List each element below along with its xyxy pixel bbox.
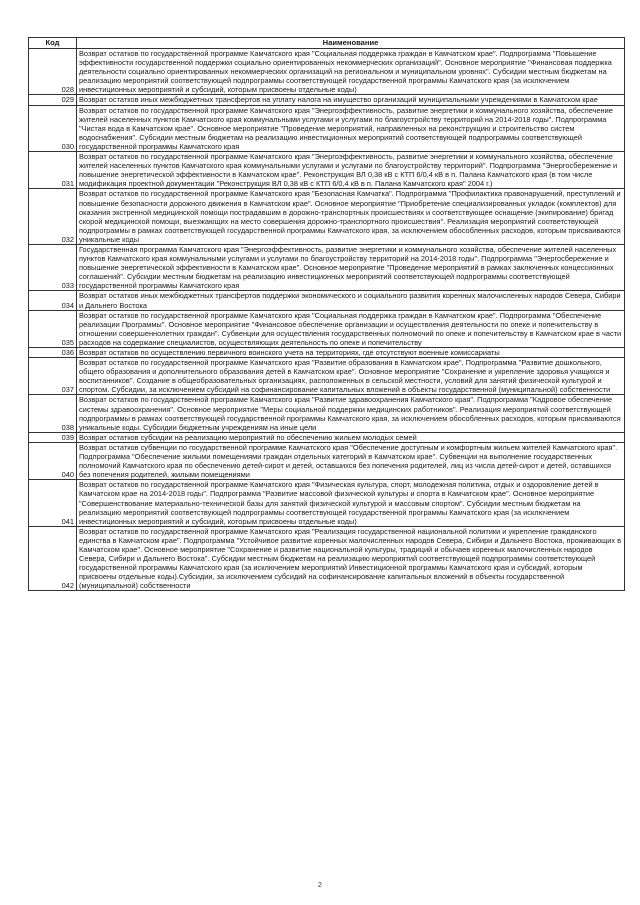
- row-name: Государственная программа Камчатского края "Энергоэффективность, развитие энергетики и коммунального хозяйства, обеспечение жителей населенных пунктов Камчатского края коммунальными услугами и услугами по благоустройству территорий на 2014-2018 годы". Подпрограмма "Энергосбережение и повышение энергетической эффективности в Камчатском крае". Основное мероприятие "Проведение мероприятий в рамках заключенных концессионных соглашений". Субсидии местным бюджетам на реализацию инвестиционных мероприятий соответствующей подпрограммы соответствующей государственной программы Камчатского края: [77, 244, 625, 290]
- row-code: 038: [29, 395, 77, 432]
- row-name: Возврат остатков субвенции по государственной программе Камчатского края "Обеспечение доступным и комфортным жильем жителей Камчатского края". Подпрограмма "Обеспечение жилыми помещениями граждан отдельных категорий в Камчатском крае". Субвенции на выполнение государственных полномочий Камчатского края по обеспечению детей-сирот и детей, оставшихся без попечения родителей, лиц из числа детей-сирот и детей, оставшихся без попечения родителей, жилыми помещениями: [77, 442, 625, 479]
- row-code: 037: [29, 358, 77, 395]
- table-row: [29, 395, 625, 432]
- table-row: [29, 189, 625, 245]
- table-body: [29, 49, 625, 591]
- row-name: Возврат остатков субсидии на реализацию мероприятий по обеспечению жильем молодых семей: [77, 432, 625, 442]
- row-name: Возврат остатков по государственной программе Камчатского края "Энергоэффективность, развитие энергетики и коммунального хозяйства, обеспечение жителей населенных пунктов Камчатского края коммунальными услугами и услугами по благоустройству территорий на 2014-2018 годы". Подпрограмма "Чистая вода в Камчатском крае". Основное мероприятие "Проведение мероприятий, направленных на реконструкцию и строительство систем водоснабжения". Субсидии местным бюджетам на реализацию инвестиционных мероприятий соответствующей подпрограммы соответствующей государственной программы Камчатского края: [77, 105, 625, 151]
- table-row: [29, 358, 625, 395]
- row-code: 034: [29, 291, 77, 310]
- row-code: 036: [29, 348, 77, 358]
- table-row: [29, 291, 625, 310]
- table-row: [29, 95, 625, 105]
- row-code: 033: [29, 244, 77, 290]
- row-name: Возврат остатков по государственной программе Камчатского края "Энергоэффективность, развитие энергетики и коммунального хозяйства, обеспечение жителей населенных пунктов Камчатского края коммунальными услугами и услугами по благоустройству территорий". Подпрограмма "Энергосбережение и повышение энергетической эффективности в Камчатском крае". Реконструкция ВЛ 0,38 кВ с КТП 6/0,4 кВ в п. Палана Камчатского края (в том числе модификация проектной документации "Реконструкция ВЛ 0,38 кВ с КТП 6/0,4 кВ в п. Палана Камчатского края" 2004 г.): [77, 152, 625, 189]
- document-page: [28, 37, 624, 591]
- table-row: [29, 49, 625, 95]
- row-code: 031: [29, 152, 77, 189]
- row-name: Возврат остатков по государственной программе Камчатского края "Безопасная Камчатка". Подпрограмма "Профилактика правонарушений, преступлений и повышение безопасности дорожного движения в Камчатском крае". Основное мероприятие "Приобретение специализированных укладок (комплектов) для оказания экстренной медицинской помощи пострадавшим в дорожно-транспортных происшествиях и соответствующее оснащение (экипирование) бригад скорой медицинской помощи, выезжающих на место совершения дорожно-транспортного происшествия". Реализация мероприятий соответствующей подпрограммы в рамках соответствующей государственной программы Камчатского края, за исключением обособленных расходов, которым присваиваются уникальные коды: [77, 189, 625, 245]
- row-name: Возврат остатков по государственной программе Камчатского края "Социальная поддержка граждан в Камчатском крае". Подпрограмма "Повышение эффективности государственной поддержки социально ориентированных некоммерческих организаций". Основное мероприятие "Финансовая поддержка деятельности социально ориентированных некоммерческих организаций на региональном и муниципальном уровнях". Субсидии местным бюджетам на реализацию мероприятий соответствующей подпрограммы соответствующей государственной программы Камчатского края (за исключением инвестиционных мероприятий и субсидий, которым присвоены отдельные коды): [77, 49, 625, 95]
- row-name: Возврат остатков иных межбюджетных трансфертов поддержки экономического и социального развития коренных малочисленных народов Севера, Сибири и Дальнего Востока: [77, 291, 625, 310]
- table-row: [29, 105, 625, 151]
- page-number: 2: [318, 882, 322, 889]
- row-code: 028: [29, 49, 77, 95]
- table-row: [29, 526, 625, 591]
- row-name: Возврат остатков по государственной программе Камчатского края "Развитие здравоохранения Камчатского края". Подпрограмма "Кадровое обеспечение системы здравоохранения". Основное мероприятие "Меры социальной поддержки медицинских работников". Реализация мероприятий соответствующей подпрограммы в рамках соответствующей государственной программы Камчатского края, за исключением обособленных расходов, которым присваиваются уникальные коды. Субсидии бюджетным учреждениям на иные цели: [77, 395, 625, 432]
- row-name: Возврат остатков по государственной программе Камчатского края "Развитие образования в Камчатском крае". Подпрограмма "Развитие дошкольного, общего образования и дополнительного образования детей в Камчатском крае". Основное мероприятие "Сохранение и укрепление здоровья учащихся и воспитанников". Создание в общеобразовательных организациях, расположенных в сельской местности, условий для занятий физической культурой и спортом. Субсидии, за исключением субсидий на софинансирование капитальных вложений в объекты государственной (муниципальной) собственности: [77, 358, 625, 395]
- codes-table: [28, 37, 625, 591]
- table-row: [29, 244, 625, 290]
- row-code: 029: [29, 95, 77, 105]
- row-code: 032: [29, 189, 77, 245]
- table-row: [29, 348, 625, 358]
- row-code: 040: [29, 442, 77, 479]
- row-code: 030: [29, 105, 77, 151]
- row-name: Возврат остатков по государственной программе Камчатского края "Реализация государственной национальной политики и укрепление гражданского единства в Камчатском крае". Подпрограмма "Устойчивое развитие коренных малочисленных народов Севера, Сибири и Дальнего Востока, проживающих в Камчатском крае". Основное мероприятие "Сохранение и развитие национальной культуры, традиций и обычаев коренных малочисленных народов Севера, Сибири и Дальнего Востока". Субсидии местным бюджетам на реализацию мероприятий соответствующей подпрограммы соответствующей государственной программы Камчатского края (за исключением мероприятий Инвестиционной программы Камчатского края и субсидий, которым присвоены отдельные коды).Субсидии, за исключением субсидий на софинансирование капитальных вложений в объекты государственной (муниципальной) собственности: [77, 526, 625, 591]
- row-name: Возврат остатков иных межбюджетных трансфертов на уплату налога на имущество организаций муниципальными учреждениями в Камчатском крае: [77, 95, 625, 105]
- table-header-row: [29, 38, 625, 49]
- header-name: Наименование: [77, 38, 625, 49]
- row-code: 039: [29, 432, 77, 442]
- row-name: Возврат остатков по государственной программе Камчатского края "Физическая культура, спорт, молодежная политика, отдых и оздоровление детей в Камчатском крае на 2014-2018 годы". Подпрограмма "Развитие массовой физической культуры и спорта в Камчатском крае". Основное мероприятие "Совершенствование материально-технической базы для занятий физической культурой и массовым спортом". Субсидии местным бюджетам на реализацию мероприятий соответствующей подпрограммы соответствующей государственной программы Камчатского края (за исключением инвестиционных мероприятий и субсидий, которым присвоены отдельные коды): [77, 480, 625, 526]
- row-name: Возврат остатков по осуществлению первичного воинского учета на территориях, где отсутствуют военные комиссариаты: [77, 348, 625, 358]
- header-code: Код: [29, 38, 77, 49]
- row-code: 041: [29, 480, 77, 526]
- row-name: Возврат остатков по государственной программе Камчатского края "Социальная поддержка граждан в Камчатском крае". Подпрограмма "Обеспечение реализации Программы". Основное мероприятие "Финансовое обеспечение организации и осуществления деятельности по опеке и попечительству в отношении совершеннолетних граждан". Субвенции для осуществления государственных полномочий по опеке и попечительству в Камчатском крае в части расходов на содержание специалистов, осуществляющих деятельность по опеке и попечительству: [77, 310, 625, 347]
- row-code: 035: [29, 310, 77, 347]
- table-row: [29, 310, 625, 347]
- row-code: 042: [29, 526, 77, 591]
- table-row: [29, 432, 625, 442]
- table-row: [29, 480, 625, 526]
- table-row: [29, 442, 625, 479]
- table-row: [29, 152, 625, 189]
